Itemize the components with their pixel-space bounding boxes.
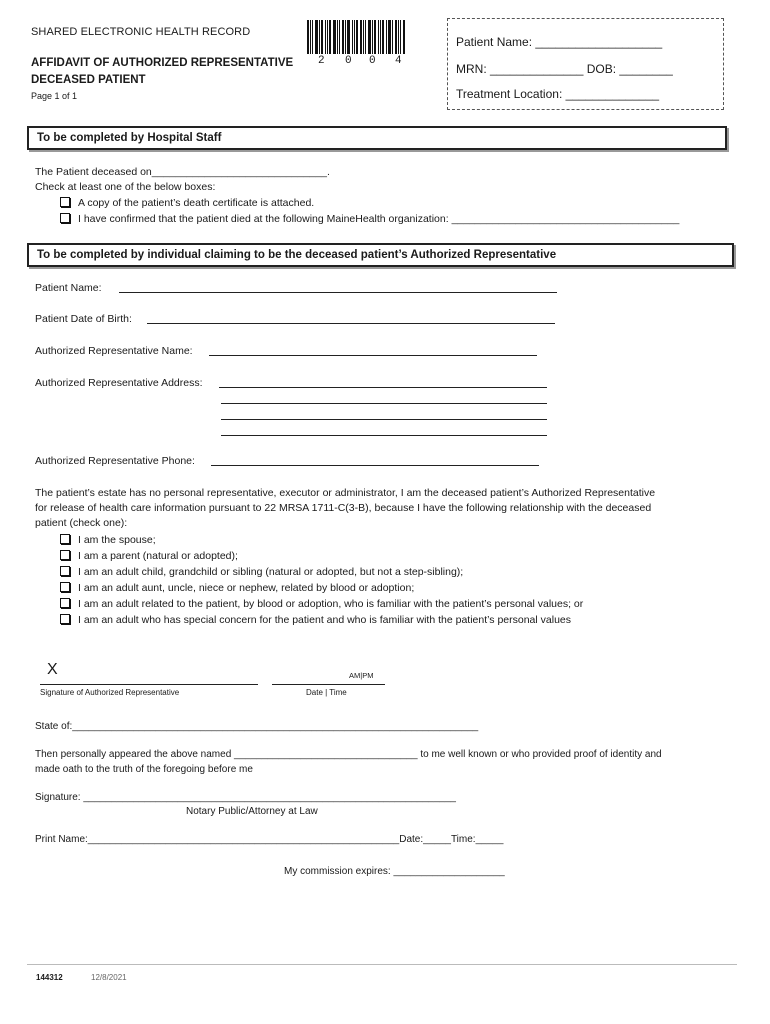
commission-expires-field[interactable]: My commission expires: ____________________	[284, 866, 505, 877]
patient-dob-input[interactable]	[147, 323, 555, 324]
option-label: I am an adult related to the patient, by blood or adoption, who is familiar with the patient’s personal values; or	[78, 598, 584, 610]
date-time-label: Date | Time	[306, 688, 347, 697]
patient-name-label: Patient Name:	[35, 282, 102, 294]
option-label: I am an adult aunt, uncle, niece or nephew, related by blood or adoption;	[78, 582, 415, 594]
checkbox[interactable]	[60, 566, 70, 576]
checkbox[interactable]	[60, 534, 70, 544]
form-date: 12/8/2021	[91, 973, 127, 982]
checkbox[interactable]	[60, 213, 70, 223]
appeared-text: made oath to the truth of the foregoing before me	[35, 764, 253, 775]
form-title: AFFIDAVIT OF AUTHORIZED REPRESENTATIVE	[31, 57, 294, 69]
patient-name-input[interactable]	[119, 292, 557, 293]
rep-address-input-3[interactable]	[221, 419, 547, 420]
rep-phone-input[interactable]	[211, 465, 539, 466]
relationship-option[interactable]	[60, 581, 414, 594]
rep-address-label: Authorized Representative Address:	[35, 377, 203, 389]
relationship-option[interactable]	[60, 549, 238, 562]
option-label: I am the spouse;	[78, 534, 156, 546]
rep-address-input-2[interactable]	[221, 403, 547, 404]
print-name-field[interactable]: Print Name:________________________________________________________Date:_____Time:_____	[35, 834, 504, 845]
form-subtitle: DECEASED PATIENT	[31, 74, 146, 86]
state-of-field[interactable]: State of:_________________________________________________________________________	[35, 721, 479, 732]
rep-address-input-1[interactable]	[219, 387, 547, 388]
section-hospital-staff-header: To be completed by Hospital Staff	[27, 126, 727, 150]
appeared-text[interactable]: Then personally appeared the above named _________________________________ to me well known or who provided proof of identity and	[35, 749, 662, 760]
checkbox[interactable]	[60, 614, 70, 624]
form-number: 144312	[36, 973, 63, 982]
statement-text: patient (check one):	[35, 517, 128, 529]
page-indicator: Page 1 of 1	[31, 91, 78, 101]
statement-text: for release of health care information pursuant to 22 MRSA 1711-C(3-B), because I have the following relationship with the deceased	[35, 502, 652, 514]
barcode-digit: 0	[345, 55, 352, 67]
signature-label: Signature of Authorized Representative	[40, 688, 180, 697]
option-death-certificate[interactable]	[60, 196, 314, 209]
check-instruction: Check at least one of the below boxes:	[35, 181, 216, 193]
section-authorized-rep-header: To be completed by individual claiming to be the deceased patient’s Authorized Representative	[27, 243, 734, 267]
rep-phone-label: Authorized Representative Phone:	[35, 455, 195, 467]
checkbox[interactable]	[60, 598, 70, 608]
signature-x-mark: X	[47, 661, 58, 678]
option-confirmed-death[interactable]	[60, 212, 679, 225]
barcode-image	[307, 20, 409, 54]
deceased-on-field[interactable]: The Patient deceased on______________________________.	[35, 166, 330, 178]
rep-name-input[interactable]	[209, 355, 537, 356]
notary-label: Notary Public/Attorney at Law	[186, 806, 318, 817]
date-time-input[interactable]	[272, 684, 385, 685]
patient-info-box	[447, 18, 724, 110]
mrn-dob-field[interactable]: MRN: ______________ DOB: ________	[456, 62, 673, 76]
option-label: A copy of the patient’s death certificate is attached.	[78, 197, 315, 209]
footer-divider	[27, 964, 737, 965]
treatment-location-field[interactable]: Treatment Location: ______________	[456, 87, 660, 101]
relationship-option[interactable]	[60, 613, 571, 626]
barcode-digit: 4	[395, 55, 402, 67]
patient-name-field[interactable]: Patient Name: ___________________	[456, 35, 663, 49]
rep-address-input-4[interactable]	[221, 435, 547, 436]
relationship-option[interactable]	[60, 533, 156, 546]
notary-signature-field[interactable]: Signature: ___________________________________________________________________	[35, 792, 456, 803]
checkbox[interactable]	[60, 582, 70, 592]
relationship-option[interactable]	[60, 565, 463, 578]
ampm-label: AM|PM	[349, 671, 374, 680]
checkbox[interactable]	[60, 197, 70, 207]
patient-dob-label: Patient Date of Birth:	[35, 313, 132, 325]
option-label: I am an adult who has special concern for the patient and who is familiar with the patient’s personal values	[78, 614, 572, 626]
statement-text: The patient’s estate has no personal representative, executor or administrator, I am the deceased patient’s Authorized Representative	[35, 487, 656, 499]
rep-name-label: Authorized Representative Name:	[35, 345, 193, 357]
relationship-option[interactable]	[60, 597, 583, 610]
record-title: SHARED ELECTRONIC HEALTH RECORD	[31, 26, 251, 38]
signature-input[interactable]	[40, 684, 258, 685]
barcode-digit: 2	[318, 55, 325, 67]
option-label: I am a parent (natural or adopted);	[78, 550, 238, 562]
option-label: I have confirmed that the patient died at the following MaineHealth organization: _______________________________________	[78, 213, 680, 225]
option-label: I am an adult child, grandchild or sibling (natural or adopted, but not a step-sibling);	[78, 566, 464, 578]
checkbox[interactable]	[60, 550, 70, 560]
barcode-digit: 0	[369, 55, 376, 67]
